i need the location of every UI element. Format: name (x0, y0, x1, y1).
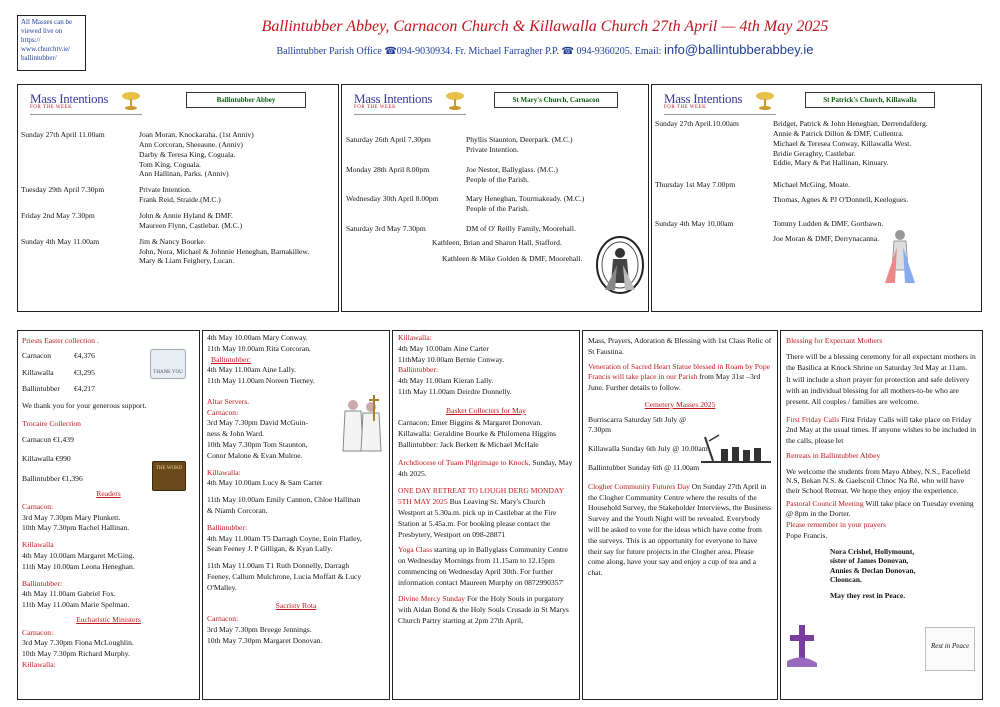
readers-ballintubber-label: Ballintubber: (22, 578, 63, 588)
trocaire-row: Killawalla €990 (22, 454, 71, 464)
cemetery-icon (701, 431, 771, 465)
panel-collections-readers (17, 330, 200, 700)
veneration-notice: Veneration of Sacred Heart Statue blessed in Roam by Pope Francis will take place in our Parish from May 31st –3rd June. Further details to follow. (588, 361, 770, 393)
office-line (100, 42, 990, 57)
server-row: Conor Malone & Evan Mulroe. (207, 450, 303, 460)
sacristy-carnacon-label: Carnacon: (207, 614, 239, 624)
divine-mercy-image-icon (880, 225, 920, 285)
collection-row: Killawalla €3,295 (22, 367, 95, 377)
reader-row: 11th May 10.00am Leona Heneghan. (22, 561, 135, 571)
panel-ballintubber (17, 84, 339, 312)
altar-servers-icon (339, 393, 385, 453)
minister-row: 3rd May 7.30pm Fiona McLoughlin. (22, 638, 134, 648)
church-name-label: St Patrick's Church, Killawalla (805, 92, 935, 108)
basket-row: Killawalla: Geraldine Bourke & Philomena Higgins (398, 429, 556, 439)
retreats-title: Retreats in Ballintubber Abbey (786, 451, 881, 461)
panel-ministers-servers (202, 330, 390, 700)
server-row: 11th May 10.00am Emily Cannon, Chloe Hallinan (207, 495, 361, 505)
collection-row: Ballintubber €4,217 (22, 384, 95, 394)
mass-intentions-logo: Mass Intentions FOR THE WEEK (30, 91, 142, 115)
thanks-text: We thank you for your generous support. (22, 401, 147, 411)
live-line: All Masses can be (21, 18, 73, 26)
pastoral-notice: Pastoral Council Meeting Will take place on Tuesday evening @ 8pm in the Dorter. (786, 499, 974, 518)
ballintubber-label: Ballintubber: (211, 354, 252, 364)
server-row: ness & John Ward. (207, 429, 265, 439)
church-name-label: St Mary's Church, Carnacon (494, 92, 618, 108)
deceased-line: Nora Crishel, Hollymount, (830, 546, 915, 556)
panel-blessing-notices (780, 330, 983, 700)
chalice-icon (444, 91, 466, 111)
live-line: viewed live on (21, 26, 63, 35)
server-row: 11th May 11.00am T1 Ruth Donnelly, Darragh (207, 561, 350, 571)
trocaire-row: Carnacon €1,439 (22, 434, 74, 444)
minister-row: 11th May 10.00am Rita Corcoran. (207, 343, 311, 353)
email-link[interactable]: info@ballintubberabbey.ie (663, 42, 814, 57)
killawalla-label: Killawalla: (398, 333, 432, 342)
panel-carnacon (341, 84, 649, 312)
live-link[interactable]: www.churchtv.ie/ (21, 44, 71, 53)
minister-row: 11th May 11.00am Deirdre Donnelly. (398, 386, 512, 396)
chalice-icon (754, 91, 776, 111)
reader-row: 4th May 10.00am Margaret McGing. (22, 550, 135, 560)
intention-entry: Sunday 27th April 11.00am Joan Moran, Knockaraha. (1st Anniv) Ann Corcoran, Sheeaune. (Anniv) Darby & Teresa King, Coguala. Tom King, Coguala. Ann Hallinan, Parks. (Anniv) (21, 130, 254, 179)
page-title: Ballintubber Abbey, Carnacon Church & Killawalla Church 27th April — 4th May 2025 (261, 18, 829, 35)
church-name-label: Ballintubber Abbey (186, 92, 306, 108)
basket-collectors-title: Basket Collecters for May (446, 405, 526, 415)
intention-entry: Friday 2nd May 7.30pm John & Annie Hyland & DMF. Maureen Flynn, Castlebar. (M.C.) (21, 211, 243, 230)
trocaire-title: Trocaire Collection (22, 418, 81, 428)
altar-carnacon-label: Carnacon: (207, 407, 239, 417)
minister-row: 10th May 7.30pm Richard Murphy. (22, 649, 130, 659)
bible-word-icon: THE WORD (152, 461, 186, 491)
retreats-text: We welcome the students from Mayo Abbey, N.S., Facefield N.S, Bekan N.S. & Gaelscoil Chnoc Na Ré, who will have their School Retreat. We hope they enjoy the experience. (786, 466, 971, 495)
minister-row: 4th May 11.00am Aine Lally. (207, 365, 297, 375)
relic-notice: Mass, Prayers, Adoration & Blessing with 1st Class Relic of St Faustina. (588, 336, 772, 356)
server-row: 10th May 7.30pm Tom Staunton, (207, 440, 308, 450)
minister-row: 11th May 11.00am Noreen Tierney. (207, 376, 315, 386)
altar-ballintubber-label: Ballintubber: (207, 522, 248, 532)
live-stream-box (17, 15, 86, 71)
em-carnacon-label: Carnacon: (22, 627, 54, 637)
first-friday-notice: First Friday Calls First Friday Calls will take place on Friday 2nd May at the usual times. If anyone wishes to be included in the calls, please let (786, 414, 977, 446)
minister-row: 11thMay 10.00am Bernie Conway. (398, 354, 505, 364)
eucharistic-ministers-title: Eucharistic Ministers (76, 614, 141, 624)
minister-row: 4th May 10.00am Aine Carter (398, 343, 489, 353)
minister-row: 4th May 10.00am Mary Conway. (207, 333, 308, 342)
blessing-title: Blessing for Expectant Mothers (786, 336, 883, 345)
divine-mercy-notice: Divine Mercy Sunday For the Holy Souls in purgatory with Aidan Bond & the Holy Souls Crusade in St Marys Church Partry starting at 2pm 27th April, (398, 594, 569, 625)
intentions-list (21, 130, 337, 272)
server-row: 3rd May 7.30pm David McGuin- (207, 418, 309, 428)
altar-killawalla-label: Killawalla: (207, 467, 241, 477)
sacristy-row: 3rd May 7.30pm Breege Jennings. (207, 624, 312, 634)
deceased-line: Annies & Declan Donovan, (830, 565, 916, 575)
live-link[interactable]: ballintubber/ (21, 53, 57, 62)
cemetery-row: Burriscarra Saturday 5th July @ 7.30pm (588, 414, 687, 435)
deceased-line: sister of James Donovan, (830, 556, 909, 566)
office-text: Ballintubber Parish Office ☎094-9030934. Fr. Michael Farragher P.P. ☎ 094-9360205. Email: (276, 46, 662, 57)
futures-notice: Clogher Community Futures Day On Sunday 27th April in the Clogher Community Centre where the results of the Household Survey, the Stakeholder Interviews, the Business Survey and the Youth Night will be revealed. Everybody will be asked to vote for the ideas which have come from the surveys. This is an opportunity for everyone to have their say for future projects in the Clogher area. Please come along, have your say and enjoy a cup of tea and a chat. (588, 481, 771, 578)
trocaire-row: Ballintubber €1,396 (22, 474, 83, 484)
sacristy-rota-title: Sacristy Rota (275, 601, 317, 611)
basket-row: Ballintubber: Jack Berkett & Michael McHale (398, 440, 539, 450)
intention-entry: Sunday 4th May 10.00am Tommy Ludden & DMF, Gortbawn. Joe Moran & DMF, Derrynacanna. (655, 219, 884, 243)
easter-collection-title: Priests Easter collection . (22, 336, 99, 345)
cross-icon (785, 623, 819, 667)
reader-row: 4th May 11.00am Gabriel Fox. (22, 589, 116, 599)
chalice-icon (120, 91, 142, 111)
thank-you-owl-icon: THANK YOU (150, 349, 186, 379)
intention-entry: Saturday 26th April 7.30pm Phyllis Staunton, Deerpark. (M.C.) Private Intention. (346, 135, 573, 154)
reader-row: 10th May 7.30pm Rachel Hallinan. (22, 523, 130, 533)
server-row: Feeney, Callum Mulchrone, Lucia Moffatt & Lucy (207, 571, 362, 581)
retreat-notice: ONE DAY RETREAT TO LOUGH DERG MONDAY 5TH MAY 2025 Bus Leaving St. Mary's Church Westport at 5.30a.m. pick up in Castlebar at the Fire Station at 5.45a.m. For booking please contact the Presbytery, Westport on 098-28871 (398, 486, 564, 539)
remember-text: Pope Francis. (786, 531, 828, 541)
altar-servers-title: Altar Servers. (207, 396, 250, 406)
mass-intentions-logo: Mass Intentions FOR THE WEEK (354, 91, 466, 115)
readers-carnacon-label: Carnacon: (22, 501, 54, 511)
rest-in-peace-text: May they rest in Peace. (830, 590, 906, 600)
panel-killawalla (651, 84, 982, 312)
sacristy-row: 10th May 7.30pm Margaret Donovan. (207, 635, 323, 645)
yoga-notice: Yoga Class starting up in Ballyglass Community Centre on Wednesday Mornings from 11.15am to 12.15pm commencing on Wednesday April 30th. For further information contact Maureen Murphy on 0872990357' (398, 545, 568, 587)
minister-row: 4th May 11.00am Kieran Lally. (398, 376, 494, 386)
panel-cemetery-futures (582, 330, 778, 700)
intention-entry: Sunday 27th April.10.00am Bridget, Patrick & John Heneghan, Derrendafderg. Annie & Patrick Dillon & DMF, Cullentra. Michael & Teresea Conway, Killawalla West. Bridie Geraghty, Castlebar. Eddie, Mary & Pat Hallinan, Kinuary. (655, 119, 928, 168)
em-killawalla-label: Killawalla: (22, 659, 56, 669)
server-row: & Niamh Corcoran. (207, 505, 268, 515)
server-row: 4th May 10.00am Lucy & Sam Carter (207, 478, 323, 488)
blessing-text: There will be a blessing ceremony for all expectant mothers in the Basilica at Knock Shrine on Saturday 3rd May at 11am. (786, 351, 976, 372)
live-link[interactable]: https:// (21, 35, 41, 44)
mass-intentions-logo: Mass Intentions FOR THE WEEK (664, 91, 776, 115)
basket-row: Carnacon; Emer Biggins & Margaret Donovan. (398, 418, 543, 428)
intentions-list (655, 119, 979, 250)
intention-entry: Sunday 4th May 11.00am Jim & Nancy Bourke. John, Nora, Michael & Johnnie Heneghan, Barnakillew. Mary & Liam Feighery, Lucan. (21, 236, 310, 266)
remember-title: Please remember in your prayers (786, 520, 886, 530)
cemetery-row: Ballintubber Sunday 6th @ 11.00am (588, 463, 700, 473)
reader-row: 11th May 11.00am Marie Spelman. (22, 600, 130, 610)
deceased-line: Clooncan. (830, 575, 862, 585)
server-row: 4th May 11.00am T5 Darragh Coyne, Eoin Flatley, (207, 533, 362, 543)
intention-entry: Monday 28th April 8.00pm Joe Nestor, Ballyglass. (M.C.) People of the Parish. (346, 164, 558, 184)
server-row: O'Malley. (207, 582, 237, 592)
reader-row: 3rd May 7.30pm Mary Plunkett. (22, 512, 121, 522)
pilgrimage-notice: Archdiocese of Tuam Pilgrimage to Knock, Sunday, May 4th 2025. (398, 457, 573, 478)
cemetery-row: Killawalla Sunday 6th July @ 10.00am (588, 444, 708, 454)
intention-entry: Wednesday 30th April 8.00pm Mary Heneghan, Tourmakeady. (M.C.) People of the Parish. (346, 194, 585, 214)
ballintubber-label: Ballintubber: (398, 365, 439, 375)
intention-entry: Saturday 3rd May 7.30pm DM of O' Reilly Family, Moorehall. (346, 224, 576, 234)
intention-extra: Kathleen, Brian and Sharon Hall, Stafford. (432, 238, 562, 248)
blessing-text: It will include a short prayer for protection and safe delivery with an individual blessing for all mothers-to-be who are present. All couples / families are welcome. (786, 375, 970, 406)
intention-entry: Thursday 1st May 7.00pm Michael McGing, Moate. Thomas, Agnes & PJ O'Donnell, Keelogues. (655, 180, 909, 205)
collection-row: Carnacon €4,376 (22, 350, 95, 360)
rest-in-peace-card-icon: Rest in Peace (925, 627, 975, 671)
server-row: Sean Feeney J. P Gilligan, & Kyan Lally. (207, 544, 333, 554)
panel-basket-notices (392, 330, 580, 700)
readers-killawalla-label: Killawalla (22, 540, 54, 550)
cemetery-masses-title: Cemetery Masses 2025 (644, 399, 716, 409)
readers-title: Readers (96, 489, 121, 499)
intention-extra: Kathleen & Mike Golden & DMF, Moorehall. (442, 254, 583, 264)
intention-entry: Tuesday 29th April 7.30pm Private Intention. Frank Reid, Straide.(M.C.) (21, 185, 221, 205)
divine-mercy-seal-icon (595, 235, 645, 295)
